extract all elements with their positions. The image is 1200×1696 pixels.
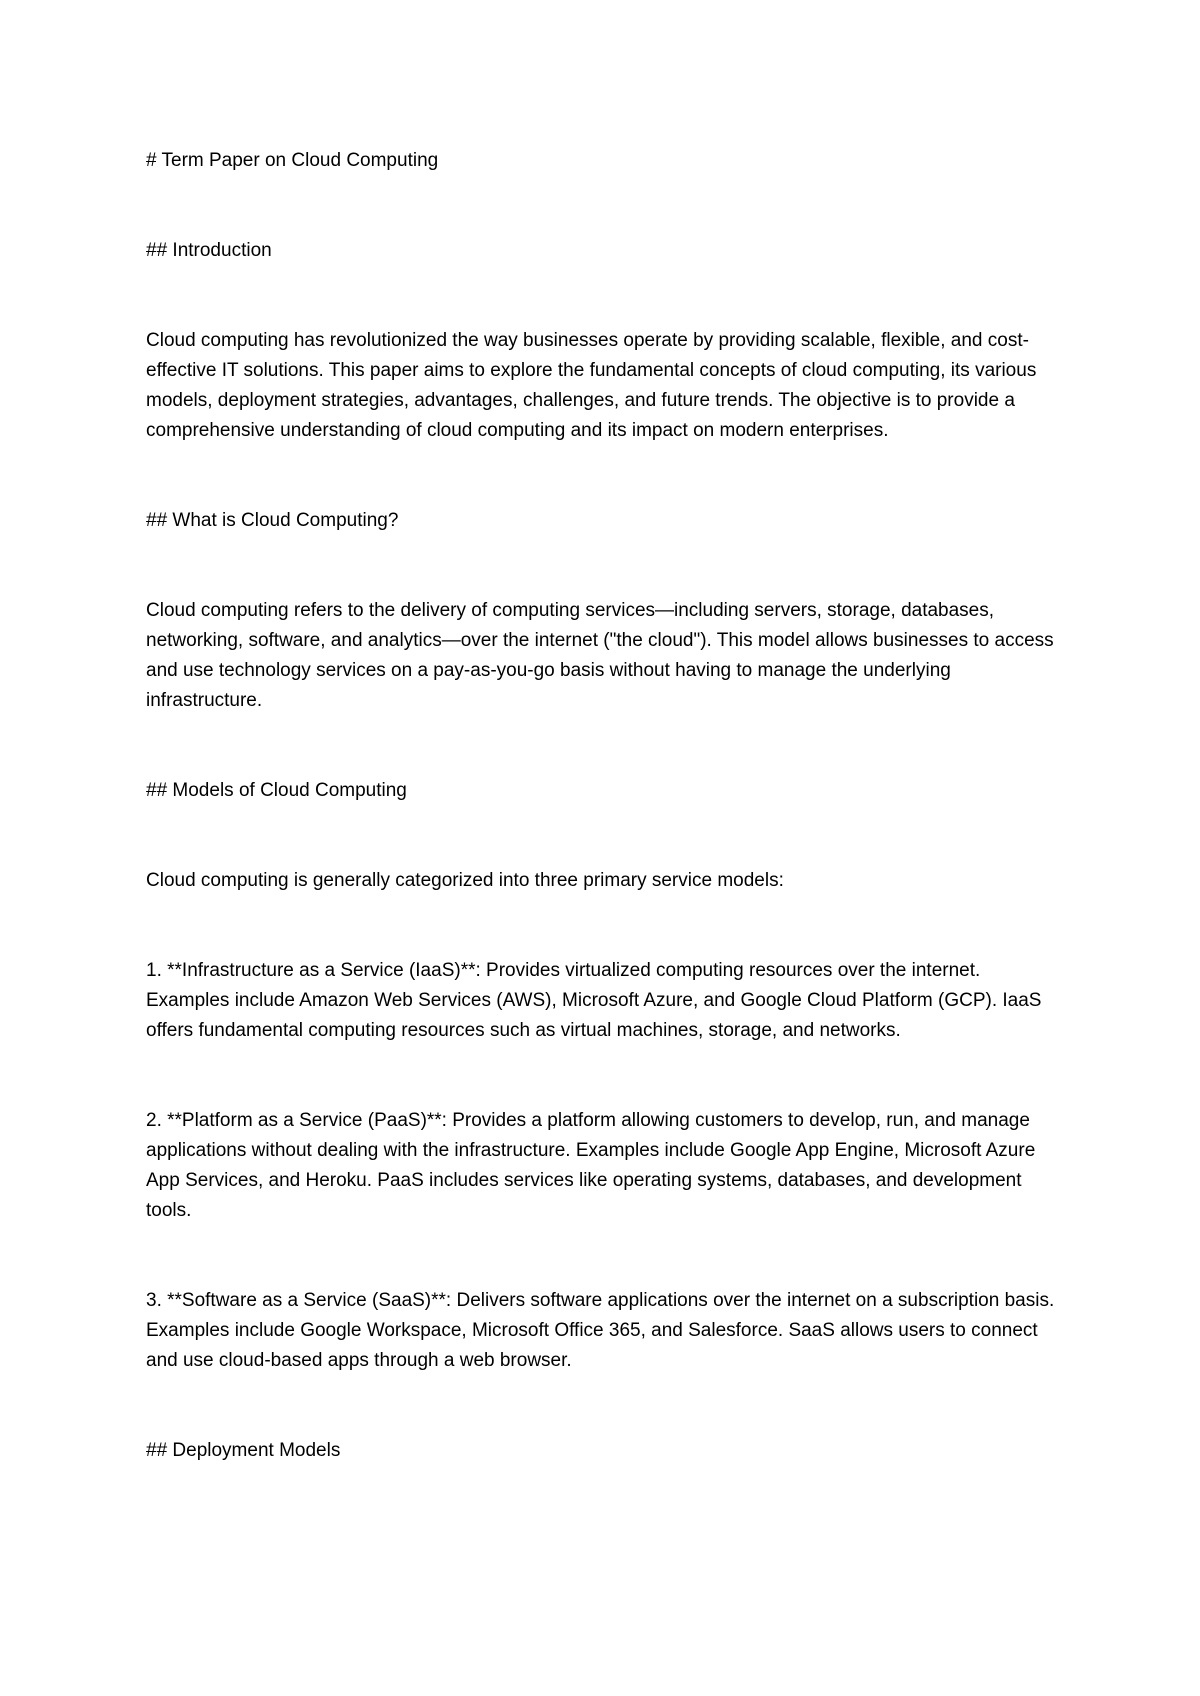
what-is-paragraph: Cloud computing refers to the delivery of computing services—including servers, storage, databases, networking, software, and analytics—over the internet ("the cloud"). This model allows businesses to access and use technology services on a pay-as-you-go basis without having to manage the underlying infrastructure. [146,600,1059,711]
document-title: # Term Paper on Cloud Computing [146,150,439,171]
introduction-paragraph: Cloud computing has revolutionized the way businesses operate by providing scalable, flexible, and cost-effective IT solutions. This paper aims to explore the fundamental concepts of cloud computing, its various models, deployment strategies, advantages, challenges, and future trends. The objective is to provide a comprehensive understanding of cloud computing and its impact on modern enterprises. [146,330,1042,441]
list-item-iaas: 1. **Infrastructure as a Service (IaaS)**: Provides virtualized computing resources over the internet. Examples include Amazon Web Services (AWS), Microsoft Azure, and Google Cloud Platform (GCP). IaaS offers fundamental computing resources such as virtual machines, storage, and networks. [146,960,1047,1041]
deployment-heading: ## Deployment Models [146,1440,341,1461]
list-item-paas: 2. **Platform as a Service (PaaS)**: Provides a platform allowing customers to develop, run, and manage applications without dealing with the infrastructure. Examples include Google App Engine, Microsoft Azure App Services, and Heroku. PaaS includes services like operating systems, databases, and development tools. [146,1110,1040,1221]
list-item-saas: 3. **Software as a Service (SaaS)**: Delivers software applications over the internet on a subscription basis. Examples include Google Workspace, Microsoft Office 365, and Salesforce. SaaS allows users to connect and use cloud-based apps through a web browser. [146,1290,1060,1371]
what-is-heading: ## What is Cloud Computing? [146,510,399,531]
models-intro: Cloud computing is generally categorized into three primary service models: [146,870,784,891]
document-body [146,146,1066,1466]
introduction-heading: ## Introduction [146,240,272,261]
models-heading: ## Models of Cloud Computing [146,780,407,801]
